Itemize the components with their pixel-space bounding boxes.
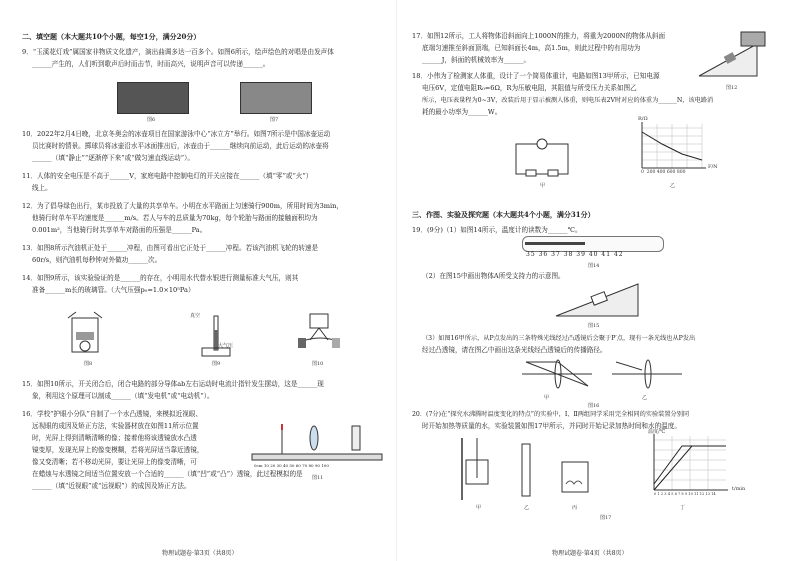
question-18-line2: 电压6V，定值电阻R₀=6Ω，R为压敏电阻，其阻值与所受压力关系如图乙 — [422, 84, 637, 92]
figure-6-caption: 图6 — [147, 117, 156, 123]
question-19-part1: 19．(9分)（1）如图14所示，温度计的读数为______℃。 — [412, 226, 582, 234]
question-10-line1: 10．2022年2月4日晚，北京冬奥会的冰壶项目在国家游泳中心“冰立方”举行。如图7所示是中国冰壶运动 — [22, 130, 331, 138]
figure-6-photo — [117, 82, 189, 114]
question-16-line5: 像又变清晰；若不移动光屏，要让光屏上的像变清晰，可 — [32, 458, 197, 466]
section-title-experiment: 三、作图、实验及探究题（本大题共4个小题，满分31分） — [412, 210, 595, 219]
question-11-line1: 11．人体的安全电压是不高于______V，家庭电路中控制电灯的开关应接在______（填“零”或“火”） — [22, 172, 313, 180]
question-19-part2: （2）在图15中画出物体A所受支持力的示意图。 — [422, 272, 565, 280]
question-16-line6: 在蜡烛与水透镜之间适当位置安放一个合适的______（填“凹”或“凸”）透镜，此过程模拟的是 — [32, 470, 303, 478]
question-13-line1: 13．如图8所示汽油机正处于______冲程，由图可看出它正处于______冲程。若该汽油机飞轮的转速是 — [22, 244, 319, 252]
ruler-label: 40 — [282, 463, 289, 468]
question-13-line2: 60r/s，则汽油机每秒钟对外做功______次。 — [32, 256, 162, 264]
figure-9-pressure-label: 大气压 — [218, 343, 234, 349]
question-9-line1: 9．“玉溪花灯戏”属国家非物质文化遗产，演出曲调多达一百多个。如图6所示，绘声绘色的对唱是由发声体 — [22, 48, 334, 56]
figure-17-part-b: 乙 — [524, 505, 530, 511]
ruler-label: 20 — [270, 463, 276, 468]
figure-13-part-b: 乙 — [670, 183, 676, 189]
section-title-fill-blank: 二、填空题（本大题共10个小题，每空1分，满分20分） — [22, 32, 201, 41]
question-18-line3: 所示，电压表量程为0~3V，改装后用于显示被测人体重，则电压表2V时对应的体重为______N，该电路消 — [422, 97, 714, 104]
figure-9-caption: 图9 — [212, 361, 221, 367]
figure-7-photo — [240, 82, 312, 114]
figure-13-x-label: F/N — [708, 164, 718, 170]
question-16-line4: 镜变厚，发现光屏上的像变模糊，若将光屏适当靠近透镜， — [32, 446, 204, 454]
figure-12-incline-truck — [697, 30, 767, 80]
question-19-part3-line1: （3）如图16甲所示，从P点发出的三条特殊光线经过凸透镜后会聚于P′点，现有一条光线也从P发出 — [422, 335, 696, 342]
question-10-line3: ______（填“静止”“逐渐停下来”或“做匀速直线运动”）。 — [32, 154, 194, 162]
question-12-line1: 12．为了倡导绿色出行，某市投放了大量的共享单车。小明在水平路面上匀速骑行900m，所用时间为3min， — [22, 202, 343, 210]
x-tick: 0 — [641, 170, 644, 175]
figure-9-vacuum-label: 真空 — [190, 313, 201, 319]
question-15-line2: 象，利用这个原理可以制成______（填“发电机”或“电动机”）。 — [32, 392, 214, 400]
question-14-line2: 准备______m长的玻璃管。（大气压强p₀=1.0×10⁵Pa） — [32, 286, 195, 294]
figure-16-part-a: 甲 — [544, 395, 550, 401]
question-15-line1: 15．如图10所示，开关闭合后，闭合电路的部分导体ab左右运动时电流计指针发生摆动，这是______现 — [22, 380, 324, 388]
ruler-label: 50 — [289, 463, 295, 468]
thermo-tick: 38 — [563, 251, 574, 258]
ruler-label: 90 — [314, 463, 320, 468]
figure-14-caption: 图14 — [588, 263, 600, 269]
question-16-line3: 时，光屏上得到清晰清晰的像；接着他将该透镜放水凸透 — [32, 434, 197, 442]
question-9-line2: ______产生的，人们听到歌声后时而击节，时而高兴，说明声音可以传递______。 — [32, 60, 270, 68]
ruler-label: 30 — [276, 463, 282, 468]
thermo-tick: 42 — [613, 251, 624, 258]
ruler-label: 0cm — [254, 463, 263, 468]
figure-16-part-b: 乙 — [642, 395, 648, 401]
figure-15-caption: 图15 — [588, 323, 600, 329]
right-page — [412, 0, 774, 561]
figure-10-caption: 图10 — [312, 361, 324, 367]
question-16-line7: ______（填“近视眼”或“远视眼”）的成因及矫正方法。 — [32, 482, 191, 490]
question-12-line3: 0.001m²，当他骑行时共享单车对路面的压强是______Pa。 — [32, 226, 207, 234]
thermo-tick: 37 — [551, 251, 561, 258]
question-17-line3: ______J，斜面的机械效率为______。 — [422, 56, 531, 64]
figure-16-caption: 图16 — [588, 403, 600, 409]
figure-17-x-label: t/min — [732, 486, 746, 492]
ruler-label: 10 — [263, 463, 269, 468]
figure-14-scale — [526, 250, 624, 259]
question-16-line1: 16．学校“护眼小分队”自制了一个水凸透镜，来模拟近视眼、 — [22, 410, 202, 418]
figure-17-x-ticks: 0 1 2 3 4 5 6 7 8 9 10 11 12 13 14 — [654, 492, 716, 496]
figure-17-part-d: 丁 — [680, 505, 686, 511]
figure-17-part-a: 甲 — [476, 505, 482, 511]
question-20-line1: 20．(7分)在“探究水沸腾时温度变化的特点”的实验中，Ⅰ、Ⅱ两组同学采用完全相同的实验装置分别同 — [412, 411, 690, 418]
thermo-tick: 39 — [576, 251, 586, 258]
question-19-part3-line2: 经过凸透镜，请在图乙中画出这条光线经凸透镜后的传播路径。 — [422, 346, 607, 354]
thermo-tick: 36 — [538, 251, 549, 258]
question-17-line1: 17．如图12所示，工人将物体沿斜面向上1000N的推力，将重为2000N的物体从斜面 — [412, 32, 666, 40]
figure-13-circuit-diagram — [512, 134, 572, 180]
x-tick: 600 — [666, 170, 676, 175]
figure-11-ruler-labels — [254, 461, 329, 470]
figure-13-x-ticks — [641, 170, 685, 175]
question-18-line1: 18．小伟为了检测家人体重，设计了一个简易体重计，电路如图13甲所示，已知电源 — [412, 72, 660, 80]
question-16-line2: 远视眼的成因及矫正方法，实验器材放在如图11所示位置 — [32, 422, 199, 430]
mercury-column — [525, 242, 585, 245]
x-tick: 200 — [646, 170, 656, 175]
figure-17-apparatus — [452, 434, 612, 504]
ruler-label: 70 — [302, 463, 308, 468]
question-10-line2: 员比赛时的情景。掷球员将冰壶沿水平冰面推出后，冰壶由于______继续向前运动，此后运动的冰壶将 — [32, 142, 329, 150]
figure-16-lens-ray-diagrams — [522, 358, 682, 392]
left-page — [22, 0, 384, 561]
thermo-tick: 35 — [526, 251, 536, 258]
question-14-line1: 14．如图9所示，该实验验证的是______的存在，小明用水代替水银进行测量标准大气压，则其 — [22, 274, 299, 282]
figure-7-caption: 图7 — [270, 117, 279, 123]
figure-13-part-a: 甲 — [540, 183, 546, 189]
page-divider — [396, 0, 397, 561]
ruler-label: 60 — [295, 463, 301, 468]
figure-13-y-label: R/Ω — [638, 116, 648, 122]
x-tick: 400 — [656, 170, 666, 175]
figure-15-incline-block — [552, 280, 642, 320]
right-page-footer: 物理试题卷·第4页（共8页） — [552, 550, 628, 557]
figure-10-induction-setup — [290, 312, 350, 358]
figure-11-caption: 图11 — [312, 475, 324, 481]
ruler-label: 100 — [321, 463, 329, 468]
figure-8-engine-diagram — [62, 312, 112, 356]
figure-17-caption: 图17 — [600, 515, 612, 521]
figure-8-caption: 图8 — [84, 361, 93, 367]
figure-12-caption: 图12 — [726, 85, 738, 91]
question-12-line2: 他骑行时单车平均速度是______m/s。若人与车的总质量为70kg，每个轮胎与路面的接触面积均为 — [32, 214, 318, 222]
question-17-line2: 底端匀速推至斜面顶端，已知斜面长4m，高1.5m，则此过程中的有用功为 — [422, 44, 641, 52]
thermo-tick: 41 — [601, 251, 612, 258]
left-page-footer: 物理试题卷·第3页（共8页） — [162, 550, 238, 557]
x-tick: 800 — [676, 170, 686, 175]
figure-17-part-c: 丙 — [572, 505, 578, 511]
question-20-line2: 时开始加热等质量的水，实验装置如图17甲所示，并同时开始记录加热时间和水的温度。 — [422, 422, 681, 430]
question-11-line2: 线上。 — [32, 184, 52, 192]
figure-17-y-label: 温度/℃ — [648, 429, 666, 435]
thermo-tick: 40 — [588, 251, 599, 258]
ruler-label: 80 — [308, 463, 314, 468]
question-18-line4: 耗的最小功率为______W。 — [422, 108, 502, 116]
